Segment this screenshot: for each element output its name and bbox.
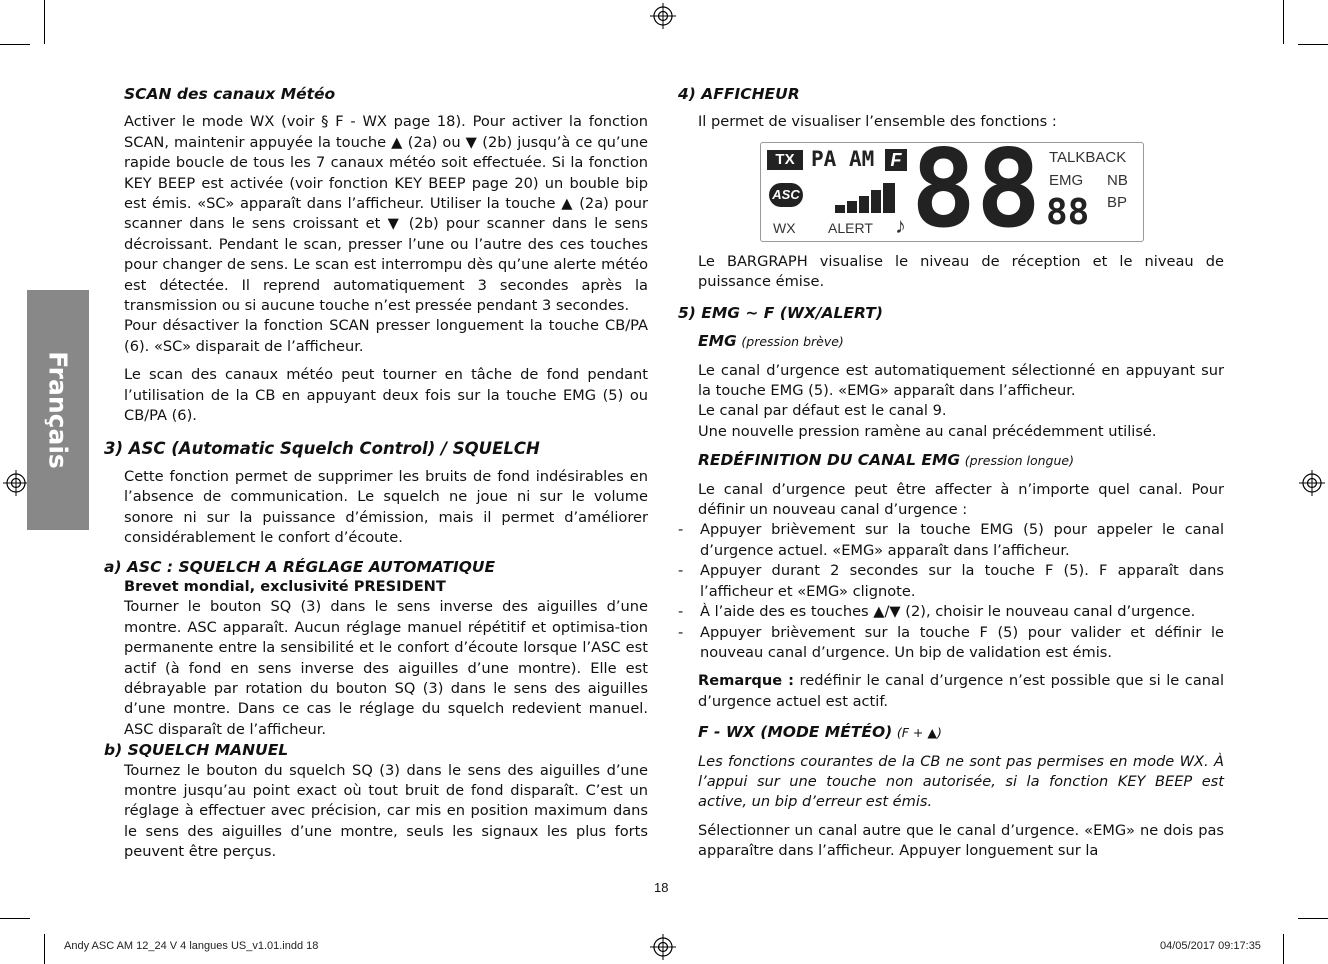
- crop-mark: [1298, 918, 1328, 919]
- squelch-b-title: b) SQUELCH MANUEL: [104, 741, 289, 760]
- emg-subtitle-note: (pression brève): [741, 334, 844, 350]
- registration-mark-icon: [650, 934, 676, 960]
- right-column-bottom: [678, 252, 1224, 862]
- lcd-tx-badge: TX: [767, 150, 803, 170]
- scan-title: SCAN des canaux Météo: [124, 85, 336, 103]
- crop-mark: [44, 0, 45, 44]
- redef-step: [678, 561, 1224, 602]
- registration-mark-icon: [1299, 470, 1325, 496]
- fwx-paragraph-1: Les fonctions courantes de la CB ne sont pas permises en mode WX. À l’appui sur une touche non autorisée, si la fonction KEY BEEP est active, un bip d’erreur est émis.: [698, 752, 1224, 811]
- lcd-talkback: TALKBACK: [1049, 149, 1127, 166]
- redef-title: [678, 450, 1224, 471]
- crop-mark: [44, 934, 45, 964]
- scan-paragraph-1: Activer le mode WX (voir § F - WX page 18). Pour activer la fonction SCAN, maintenir appuyée la touche ▲ (2a) ou ▼ (2b) jusqu’à ce qu’une rapide boucle de tous les 7 canaux météo soit effectuée. Si la fonction KEY BEEP est activée (voir fonction KEY BEEP page 20) un bouble bip est émis. «SC» apparaît dans l’afficheur. Utiliser la touche ▲ (2a) pour scanner dans le sens croissant et ▼ (2b) pour scanner dans le sens décroissant. Pendant le scan, presser l’une ou l’autre des ces touches pour changer de sens. Le scan est interrompu dès qu’une alerte météo est détectée. Il reprend automatiquement 3 secondes après la transmission ou si aucune touche n’est pressée pendant 3 secondes.: [124, 113, 648, 315]
- remark-label: Remarque :: [698, 672, 794, 690]
- redef-step-text: Appuyer brièvement sur la touche F (5) pour valider et définir le nouveau canal d’urgence. Un bip de validation est émis.: [700, 623, 1224, 661]
- asc-a-paragraph: Tourner le bouton SQ (3) dans le sens inverse des aiguilles d’une montre. ASC apparaît. Aucun réglage manuel répétitif et optimisa-tion permanente entre la sensibilité et le confort d’écoute lorsque l’ASC est actif (à fond en sens inverse des aiguilles d’une montre). Elle est débrayable par rotation du bouton SQ (3) dans le sens des aiguilles d’une montre. Dans ce cas le réglage du squelch redevient manuel. ASC disparaît de l’afficheur.: [124, 598, 648, 738]
- redef-paragraph: Le canal d’urgence peut être affecter à n’importe quel canal. Pour définir un nouveau canal d’urgence :: [698, 480, 1224, 519]
- left-column: [104, 84, 648, 863]
- footer-filename: Andy ASC AM 12_24 V 4 langues US_v1.01.indd 18: [64, 940, 319, 952]
- redef-step: [678, 602, 1224, 622]
- language-tab-label: Français: [43, 351, 73, 469]
- lcd-bp: BP: [1107, 194, 1128, 211]
- dash-mark: -: [678, 623, 684, 641]
- footer-timestamp: 04/05/2017 09:17:35: [1160, 940, 1261, 952]
- redef-title-note: (pression longue): [964, 453, 1074, 469]
- redef-title-label: REDÉFINITION DU CANAL EMG: [698, 451, 961, 470]
- scan-paragraph-3: Le scan des canaux météo peut tourner en tâche de fond pendant l’utilisation de la CB en appuyant deux fois sur la touche EMG (5) ou CB/PA (6).: [124, 366, 648, 425]
- squelch-b-paragraph: Tournez le bouton du squelch SQ (3) dans le sens des aiguilles d’une montre jusqu’au point exact où tout bruit de fond disparaît. C’est un réglage à effectuer avec précision, car mis en position maximum dans le sens des aiguilles d’une montre, seuls les signaux les plus forts peuvent être perçus.: [124, 761, 648, 861]
- lcd-pa: PA: [811, 147, 837, 171]
- bargraph-icon: [835, 179, 901, 213]
- lcd-asc-badge: ASC: [769, 183, 803, 207]
- crop-mark: [1283, 934, 1284, 964]
- redef-step: [678, 623, 1224, 664]
- emg-subtitle-label: EMG: [698, 332, 737, 351]
- redef-step: [678, 520, 1224, 561]
- fwx-title-label: F - WX (MODE MÉTÉO): [698, 723, 893, 742]
- redef-step-text: Appuyer brièvement sur la touche EMG (5) pour appeler le canal d’urgence actuel. «EMG» apparaît dans l’afficheur.: [700, 521, 1224, 559]
- remark-text: redéfinir le canal d’urgence n’est possible que si le canal d’urgence actuel est actif.: [698, 672, 1225, 710]
- lcd-display: [760, 127, 1144, 252]
- remark: [678, 671, 1224, 712]
- lcd-f-badge: F: [885, 149, 907, 171]
- crop-mark: [0, 44, 30, 45]
- afficheur-intro: Il permet de visualiser l’ensemble des fonctions :: [698, 113, 1057, 131]
- page-number: 18: [654, 880, 669, 895]
- asc-a-subtitle: Brevet mondial, exclusivité PRESIDENT: [124, 577, 446, 595]
- language-tab: [27, 290, 89, 530]
- right-column-top: [678, 84, 1224, 133]
- music-note-icon: ♪: [895, 213, 906, 238]
- fwx-title-note: (F + ▲): [896, 725, 942, 741]
- emg-paragraph-2: Le canal par défaut est le canal 9.: [698, 402, 947, 420]
- fwx-title: [678, 722, 1224, 743]
- lcd-nb: NB: [1107, 172, 1128, 189]
- lcd-big-digits: 88: [911, 127, 1042, 252]
- emg-subtitle: [678, 331, 1224, 352]
- asc-paragraph-1: Cette fonction permet de supprimer les bruits de fond indésirables en l’absence de communication. Le squelch ne joue ni sur le volume sonore ni sur la puissance d’émission, mais il permet d’améliorer considérablement le confort d’écoute.: [124, 467, 648, 547]
- lcd-am: AM: [849, 147, 875, 171]
- fwx-paragraph-2: Sélectionner un canal autre que le canal d’urgence. «EMG» ne dois pas apparaître dans l’afficheur. Appuyer longuement sur la: [698, 821, 1224, 860]
- emg-title: 5) EMG ~ F (WX/ALERT): [678, 303, 883, 322]
- redef-step-text: Appuyer durant 2 secondes sur la touche F (5). F apparaît dans l’afficheur et «EMG» clignote.: [700, 562, 1224, 600]
- redef-step-text: À l’aide des es touches ▲/▼ (2), choisir le nouveau canal d’urgence.: [700, 603, 1196, 621]
- crop-mark: [1283, 0, 1284, 44]
- registration-mark-icon: [650, 3, 676, 29]
- crop-mark: [0, 918, 30, 919]
- lcd-small-digits: 88: [1046, 192, 1090, 233]
- crop-mark: [1298, 44, 1328, 45]
- emg-paragraph-1: Le canal d’urgence est automatiquement sélectionné en appuyant sur la touche EMG (5). «EMG» apparaît dans l’afficheur.: [698, 361, 1224, 400]
- lcd-emg: EMG: [1049, 172, 1084, 189]
- dash-mark: -: [678, 562, 684, 580]
- scan-paragraph-2: Pour désactiver la fonction SCAN presser longuement la touche CB/PA (6). «SC» disparait de l’afficheur.: [124, 317, 648, 355]
- afficheur-title: 4) AFFICHEUR: [678, 85, 800, 103]
- emg-paragraph-3: Une nouvelle pression ramène au canal précédemment utilisé.: [698, 422, 1157, 440]
- asc-a-title: a) ASC : SQUELCH A RÉGLAGE AUTOMATIQUE: [104, 557, 496, 576]
- asc-title: 3) ASC (Automatic Squelch Control) / SQUELCH: [104, 438, 540, 458]
- dash-mark: -: [678, 521, 684, 539]
- dash-mark: -: [678, 603, 684, 621]
- lcd-wx: WX: [773, 220, 796, 236]
- afficheur-bargraph-text: Le BARGRAPH visualise le niveau de réception et le niveau de puissance émise.: [698, 253, 1224, 291]
- registration-mark-icon: [3, 470, 29, 496]
- lcd-alert: ALERT: [828, 220, 873, 236]
